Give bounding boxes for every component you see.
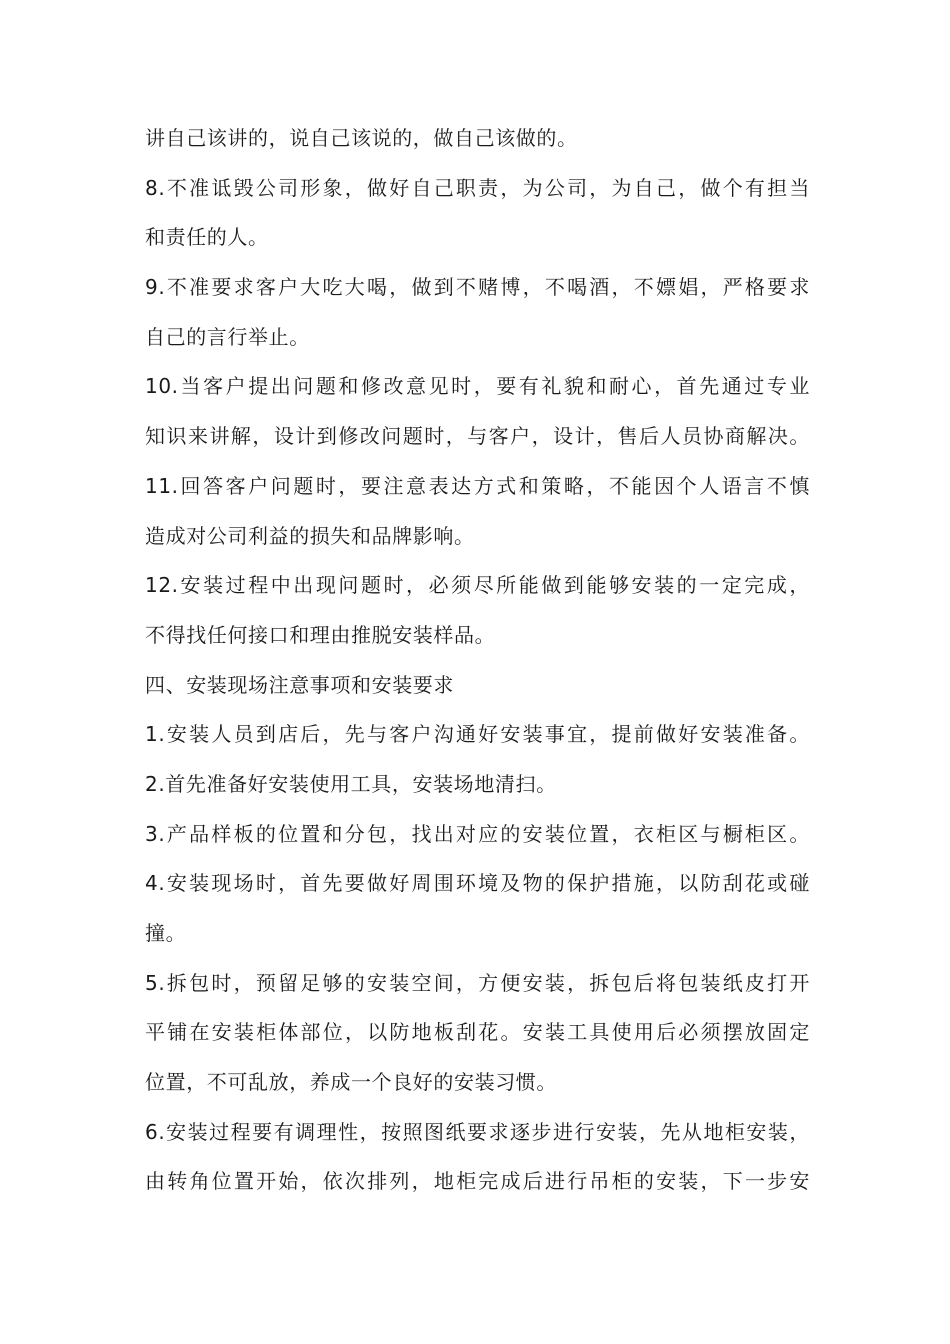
section-heading: 四、安装现场注意事项和安装要求	[145, 672, 454, 697]
text-line: 和责任的人。	[145, 225, 269, 250]
text-line: 3.产品样板的位置和分包，找出对应的安装位置，衣柜区与橱柜区。	[145, 821, 810, 846]
text-line: 6.安装过程要有调理性，按照图纸要求逐步进行安装，先从地柜安装，	[145, 1119, 810, 1144]
text-line: 造成对公司利益的损失和品牌影响。	[145, 523, 475, 548]
text-line: 4.安装现场时，首先要做好周围环境及物的保护措施，以防刮花或碰	[145, 871, 810, 896]
text-line: 讲自己该讲的，说自己该说的，做自己该做的。	[145, 126, 578, 150]
text-line: 11.回答客户问题时，要注意表达方式和策略，不能因个人语言不慎	[145, 473, 810, 498]
text-line: 平铺在安装柜体部位，以防地板刮花。安装工具使用后必须摆放固定	[145, 1020, 810, 1045]
text-line: 10.当客户提出问题和修改意见时，要有礼貌和耐心，首先通过专业	[145, 374, 810, 399]
text-line: 1.安装人员到店后，先与客户沟通好安装事宜，提前做好安装准备。	[145, 722, 810, 747]
text-line: 5.拆包时，预留足够的安装空间，方便安装，拆包后将包装纸皮打开	[145, 970, 810, 995]
text-line: 位置，不可乱放，养成一个良好的安装习惯。	[145, 1070, 557, 1095]
text-line: 知识来讲解，设计到修改问题时，与客户，设计，售后人员协商解决。	[145, 424, 810, 449]
text-line: 9.不准要求客户大吃大喝，做到不赌博，不喝酒，不嫖娼，严格要求	[145, 275, 810, 300]
text-line: 2.首先准备好安装使用工具，安装场地清扫。	[145, 771, 557, 796]
text-line: 8.不准诋毁公司形象，做好自己职责，为公司，为自己，做个有担当	[145, 175, 810, 200]
text-line: 由转角位置开始，依次排列，地柜完成后进行吊柜的安装，下一步安	[145, 1169, 810, 1194]
text-line: 不得找任何接口和理由推脱安装样品。	[145, 622, 496, 647]
document-body	[145, 114, 810, 1207]
text-line: 自己的言行举止。	[145, 324, 310, 349]
text-line: 12.安装过程中出现问题时，必须尽所能做到能够安装的一定完成，	[145, 573, 810, 598]
text-line: 撞。	[145, 921, 187, 945]
